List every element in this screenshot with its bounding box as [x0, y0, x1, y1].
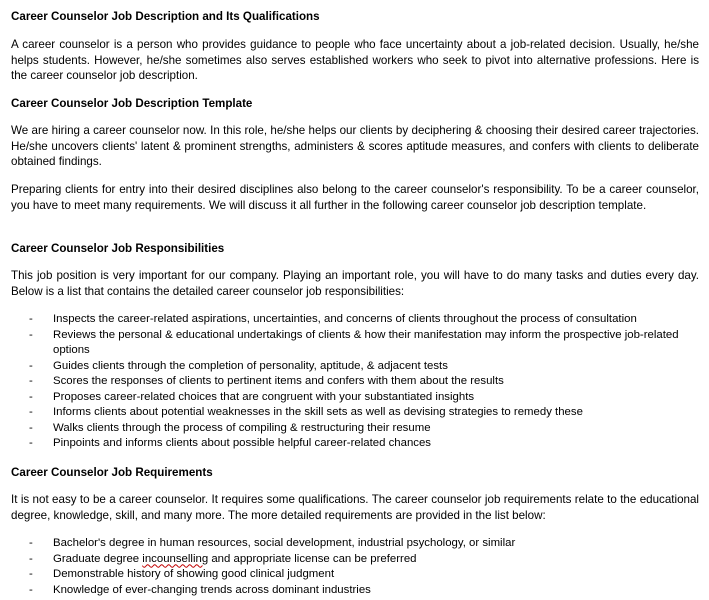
- list-item-text-after: and appropriate license can be preferred: [208, 552, 417, 565]
- list-item-text: Proposes career-related choices that are congruent with your substantiated insights: [53, 390, 475, 403]
- list-item-text: Walks clients through the process of compiling & restructuring their resume: [53, 421, 431, 434]
- template-heading: Career Counselor Job Description Template: [11, 97, 253, 110]
- list-item: [11, 312, 699, 328]
- bullet-dash: -: [29, 390, 33, 403]
- list-item: [11, 405, 699, 421]
- list-item: [11, 390, 699, 406]
- responsibilities-paragraph: This job position is very important for our company. Playing an important role, you will have to do many tasks and duties every day. Below is a list that contains the detailed career counselor job responsibilities:: [11, 269, 699, 298]
- list-item-text: Inspects the career-related aspirations, uncertainties, and concerns of clients throughout the process of consultation: [53, 313, 637, 325]
- list-item-text: Knowledge of ever-changing trends across dominant industries: [53, 583, 371, 596]
- list-item: [11, 359, 699, 375]
- bullet-dash: -: [29, 375, 33, 387]
- bullet-dash: -: [29, 406, 33, 418]
- bullet-dash: -: [29, 359, 33, 372]
- template-paragraph-1: We are hiring a career counselor now. In this role, he/she helps our clients by deciphering & choosing their desired career trajectories. He/she uncovers clients' latent & prominent strengths, administers & scores aptitude measures, and confers with clients to deliberate obtained findings.: [11, 124, 699, 168]
- bullet-dash: -: [29, 537, 33, 549]
- bullet-dash: -: [29, 328, 33, 341]
- list-item-text: Demonstrable history of showing good clinical judgment: [53, 568, 335, 580]
- bullet-dash: -: [29, 568, 33, 580]
- list-item-text: Guides clients through the completion of personality, aptitude, & adjacent tests: [53, 359, 448, 372]
- bullet-dash: -: [29, 437, 33, 449]
- bullet-dash: -: [29, 313, 33, 325]
- list-item: [11, 583, 699, 599]
- requirements-heading: Career Counselor Job Requirements: [11, 466, 213, 479]
- list-item: [11, 421, 699, 437]
- list-item: [11, 436, 699, 452]
- requirements-paragraph: It is not easy to be a career counselor. It requires some qualifications. The career counselor job requirements relate to the educational degree, knowledge, skill, and many more. The more detailed requirements are provided in the list below:: [11, 493, 699, 522]
- list-item: [11, 552, 699, 568]
- bullet-dash: -: [29, 552, 33, 565]
- list-item-text: Informs clients about potential weaknesses in the skill sets as well as devising strategies to remedy these: [53, 406, 583, 418]
- list-item-text: Reviews the personal & educational undertakings of clients & how their manifestation may inform the prospective job-related options: [53, 328, 679, 356]
- list-item-text-before: Graduate degree: [53, 552, 143, 565]
- list-item: [11, 536, 699, 552]
- list-item: [11, 328, 699, 359]
- list-item-text: Scores the responses of clients to pertinent items and confers with them about the results: [53, 375, 504, 387]
- responsibilities-heading: Career Counselor Job Responsibilities: [11, 242, 225, 255]
- list-item: [11, 374, 699, 390]
- list-item-text: Pinpoints and informs clients about possible helpful career-related chances: [53, 437, 432, 449]
- list-item: [11, 567, 699, 583]
- responsibilities-list: [11, 312, 699, 452]
- template-paragraph-2: Preparing clients for entry into their desired disciplines also belong to the career counselor's responsibility. To be a career counselor, you have to meet many requirements. We will discuss it all further in the following career counselor job description template.: [11, 183, 699, 212]
- document-title: Career Counselor Job Description and Its Qualifications: [11, 10, 320, 23]
- spellcheck-flagged-word[interactable]: incounselling: [142, 552, 209, 565]
- list-item-text: Bachelor's degree in human resources, social development, industrial psychology, or similar: [53, 537, 516, 549]
- bullet-dash: -: [29, 421, 33, 434]
- intro-paragraph: A career counselor is a person who provides guidance to people who face uncertainty about a job-related decision. Usually, he/she helps students. However, he/she sometimes also serves established workers who seek to pivot into alternative professions. Here is the career counselor job description.: [11, 38, 699, 82]
- requirements-list: [11, 536, 699, 598]
- bullet-dash: -: [29, 583, 33, 596]
